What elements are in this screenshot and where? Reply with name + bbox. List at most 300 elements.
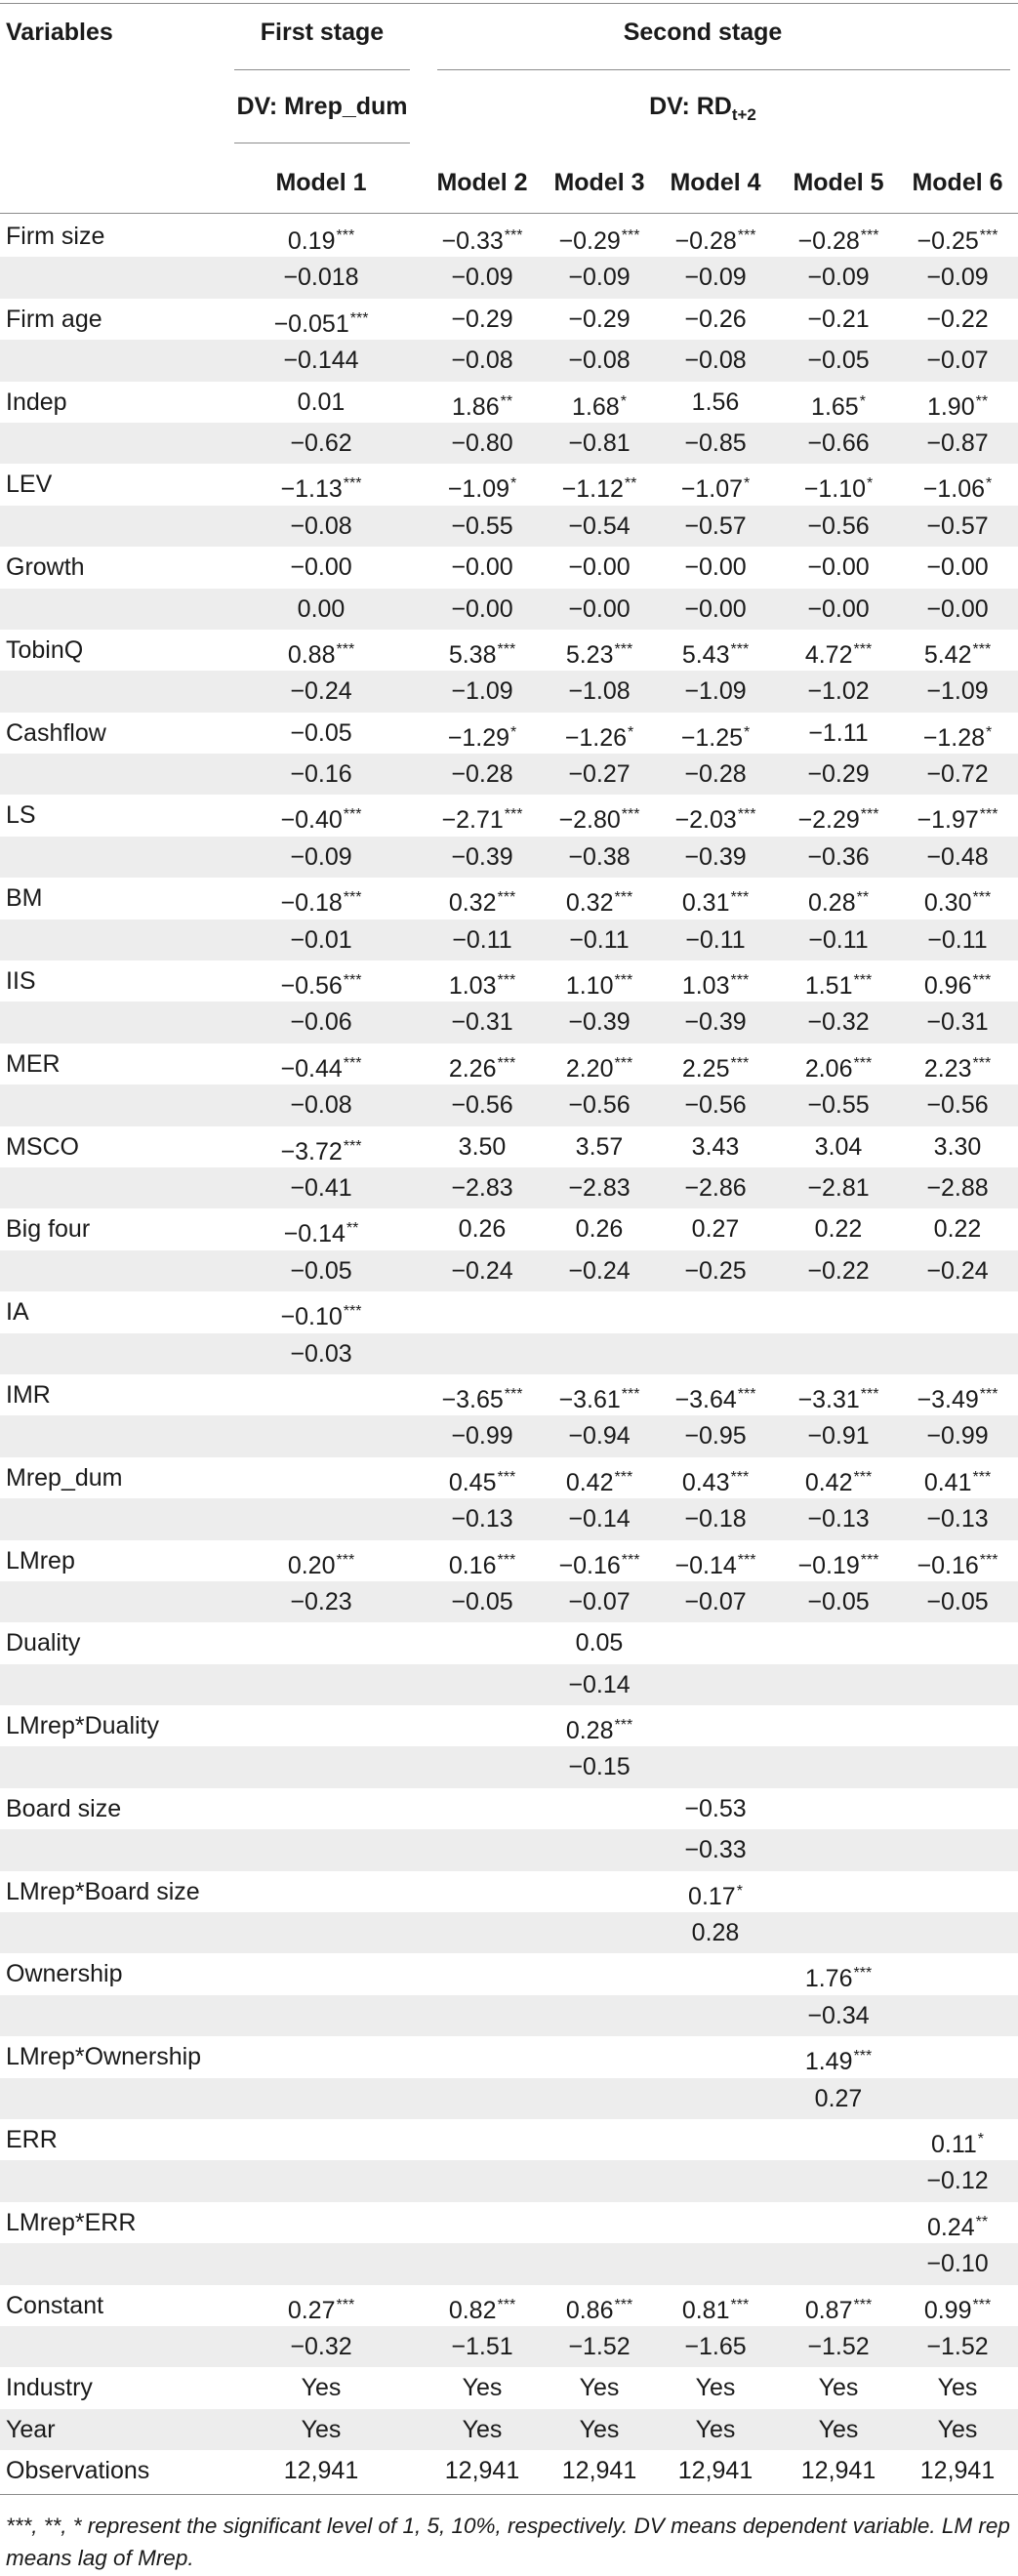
cell-model-2: 0.16*** [448, 1551, 516, 1579]
row-label: LEV [6, 470, 53, 499]
table-row [0, 1664, 1018, 1705]
table-row [0, 1333, 1018, 1374]
cell-model-1: −0.09 [290, 842, 352, 871]
row-label: LMrep [6, 1546, 75, 1574]
cell-model-2: Yes [462, 2374, 503, 2402]
cell-model-6: −1.52 [926, 2332, 989, 2360]
table-row [0, 1043, 1018, 1084]
table-row [0, 1084, 1018, 1125]
cell-model-2: −1.29* [447, 723, 517, 752]
cell-model-4: −0.26 [684, 305, 747, 333]
significance-stars: * [620, 392, 627, 410]
cell-model-6: 0.30*** [923, 889, 992, 918]
cell-model-4: −0.28*** [674, 227, 756, 255]
cell-model-6: 0.11* [930, 2130, 985, 2158]
table-row [0, 464, 1018, 505]
cell-model-5: 0.27 [814, 2084, 863, 2112]
cell-model-3: −0.07 [568, 1587, 631, 1615]
cell-model-6: −0.87 [926, 429, 989, 457]
cell-model-2: 0.26 [458, 1215, 507, 1244]
cell-model-2: −0.13 [451, 1505, 513, 1533]
significance-stars: * [867, 475, 874, 493]
table-row [0, 1581, 1018, 1622]
cell-model-3: 0.05 [575, 1629, 624, 1657]
cell-model-2: −0.33*** [441, 227, 523, 255]
cell-model-6: 0.99*** [923, 2296, 992, 2324]
significance-stars: *** [737, 1551, 756, 1569]
cell-model-3: −0.14 [568, 1505, 631, 1533]
cell-model-5: 1.76*** [804, 1965, 873, 1993]
cell-model-4: 1.03*** [681, 972, 750, 1001]
cell-model-3: −0.81 [568, 429, 631, 457]
cell-model-6: −2.88 [926, 1173, 989, 1202]
cell-model-6: 0.41*** [923, 1468, 992, 1496]
cell-model-5: 0.22 [814, 1215, 863, 1244]
cell-model-5: −0.28*** [797, 227, 879, 255]
table-row [0, 754, 1018, 795]
cell-model-3: −0.29 [568, 305, 631, 333]
cell-model-3: 0.42*** [565, 1468, 633, 1496]
row-label: Mrep_dum [6, 1463, 123, 1492]
cell-model-5: 0.87*** [804, 2296, 873, 2324]
significance-stars: * [986, 475, 993, 493]
cell-model-2: −0.99 [451, 1422, 513, 1451]
first-stage-underline [234, 69, 410, 70]
cell-model-6: −0.16*** [916, 1551, 998, 1579]
row-label: ERR [6, 2125, 58, 2153]
cell-model-6: −1.06* [922, 475, 993, 504]
cell-model-6: 5.42*** [923, 640, 992, 669]
significance-stars: * [744, 723, 751, 741]
cell-model-4: −0.33 [684, 1836, 747, 1864]
cell-model-5: Yes [818, 2415, 859, 2443]
header-model-5: Model 5 [793, 169, 884, 196]
cell-model-6: 3.30 [933, 1132, 982, 1161]
cell-model-5: −0.56 [807, 511, 870, 540]
cell-model-2: −2.71*** [441, 806, 523, 835]
cell-model-1: 0.88*** [287, 640, 355, 669]
cell-model-5: 3.04 [814, 1132, 863, 1161]
table-row [0, 589, 1018, 630]
table-row [0, 1415, 1018, 1456]
significance-stars: * [744, 475, 751, 493]
cell-model-5: −0.36 [807, 842, 870, 871]
cell-model-3: 1.10*** [565, 972, 633, 1001]
cell-model-6: −0.12 [926, 2167, 989, 2195]
cell-model-6: −0.25*** [916, 227, 998, 255]
table-row [0, 1953, 1018, 1994]
significance-stars: * [510, 475, 517, 493]
cell-model-5: −0.13 [807, 1505, 870, 1533]
cell-model-4: −0.85 [684, 429, 747, 457]
table-row [0, 2119, 1018, 2160]
row-label: Year [6, 2415, 56, 2443]
cell-model-1: 0.00 [297, 594, 346, 623]
header-dv-first-stage: DV: Mrep_dum [236, 93, 408, 120]
cell-model-1: −3.72*** [280, 1137, 362, 1165]
header-model-1: Model 1 [275, 169, 367, 196]
table-row [0, 506, 1018, 547]
cell-model-1: 0.27*** [287, 2296, 355, 2324]
cell-model-2: 0.82*** [448, 2296, 516, 2324]
table-row [0, 547, 1018, 588]
cell-model-5: −0.19*** [797, 1551, 879, 1579]
row-label: Indep [6, 388, 67, 416]
cell-model-6: −1.97*** [916, 806, 998, 835]
header-model-6: Model 6 [912, 169, 1003, 196]
cell-model-6: −3.49*** [916, 1385, 998, 1413]
significance-stars: *** [621, 1385, 640, 1403]
cell-model-6: −0.48 [926, 842, 989, 871]
significance-stars: *** [972, 2296, 992, 2313]
significance-stars: ** [975, 392, 989, 410]
significance-stars: *** [343, 972, 362, 990]
cell-model-6: −0.99 [926, 1422, 989, 1451]
table-row [0, 1291, 1018, 1332]
cell-model-6: −1.09 [926, 677, 989, 706]
cell-model-5: −0.34 [807, 2001, 870, 2029]
cell-model-3: −1.12** [561, 475, 637, 504]
cell-model-5: 0.28** [807, 889, 870, 918]
cell-model-5: −0.32 [807, 1008, 870, 1037]
significance-stars: ** [624, 475, 637, 493]
cell-model-4: −1.07* [680, 475, 751, 504]
significance-stars: *** [621, 806, 640, 824]
cell-model-3: 0.28*** [565, 1717, 633, 1745]
cell-model-1: −0.18*** [280, 889, 362, 918]
table-row [0, 1995, 1018, 2036]
cell-model-6: 12,941 [919, 2457, 996, 2485]
table-row [0, 1126, 1018, 1167]
cell-model-4: −0.39 [684, 1008, 747, 1037]
cell-model-2: −1.51 [451, 2332, 513, 2360]
cell-model-1: −0.56*** [280, 972, 362, 1001]
cell-model-4: 3.43 [691, 1132, 740, 1161]
cell-model-1: −0.06 [290, 1008, 352, 1037]
cell-model-3: Yes [579, 2374, 620, 2402]
significance-stars: *** [737, 806, 756, 824]
significance-stars: *** [621, 227, 640, 244]
cell-model-2: 1.03*** [448, 972, 516, 1001]
table-row [0, 1746, 1018, 1787]
table-row [0, 2160, 1018, 2201]
cell-model-3: −1.26* [564, 723, 634, 752]
table-row [0, 1374, 1018, 1415]
table-row [0, 630, 1018, 671]
cell-model-3: −0.24 [568, 1256, 631, 1285]
cell-model-4: −2.86 [684, 1173, 747, 1202]
row-label: LMrep*ERR [6, 2208, 137, 2236]
row-label: Board size [6, 1794, 122, 1822]
significance-stars: ** [346, 1220, 359, 1238]
cell-model-6: −0.09 [926, 264, 989, 292]
cell-model-4: 1.56 [691, 388, 740, 416]
table-row [0, 671, 1018, 712]
significance-stars: *** [614, 2296, 633, 2313]
significance-stars: *** [730, 972, 750, 990]
cell-model-2: −3.65*** [441, 1385, 523, 1413]
cell-model-6: −0.00 [926, 553, 989, 582]
cell-model-1: −0.10*** [280, 1303, 362, 1331]
row-label: MSCO [6, 1132, 79, 1161]
cell-model-3: 1.68* [572, 392, 627, 421]
cell-model-1: −0.32 [290, 2332, 352, 2360]
row-label: Industry [6, 2374, 93, 2402]
significance-stars: *** [336, 640, 355, 658]
significance-stars: *** [497, 1468, 516, 1486]
header-dv-second-stage-subscript: t+2 [731, 105, 756, 124]
table-row [0, 257, 1018, 298]
table-row [0, 961, 1018, 1002]
cell-model-4: −0.18 [684, 1505, 747, 1533]
cell-model-1: −0.62 [290, 429, 352, 457]
significance-stars: *** [497, 889, 516, 907]
cell-model-5: 2.06*** [804, 1054, 873, 1083]
significance-stars: *** [972, 1468, 992, 1486]
significance-stars: *** [730, 2296, 750, 2313]
row-label: MER [6, 1049, 61, 1078]
row-label: BM [6, 884, 43, 913]
cell-model-2: 3.50 [458, 1132, 507, 1161]
significance-stars: *** [972, 972, 992, 990]
significance-stars: *** [972, 889, 992, 907]
significance-stars: *** [853, 1054, 873, 1072]
header-first-stage: First stage [260, 19, 385, 46]
cell-model-3: −0.15 [568, 1753, 631, 1781]
cell-model-6: Yes [937, 2415, 978, 2443]
cell-model-3: 2.20*** [565, 1054, 633, 1083]
cell-model-3: −0.14 [568, 1670, 631, 1698]
significance-stars: *** [860, 1551, 879, 1569]
header-second-stage: Second stage [623, 19, 783, 46]
cell-model-5: −1.52 [807, 2332, 870, 2360]
cell-model-2: −0.55 [451, 511, 513, 540]
significance-stars: ** [975, 2213, 989, 2230]
cell-model-4: 0.27 [691, 1215, 740, 1244]
cell-model-1: −0.00 [290, 553, 352, 582]
cell-model-4: 0.17* [688, 1882, 743, 1910]
cell-model-2: −0.00 [451, 553, 513, 582]
significance-stars: *** [336, 2296, 355, 2313]
significance-stars: *** [614, 1054, 633, 1072]
cell-model-6: −0.07 [926, 347, 989, 375]
cell-model-3: 0.86*** [565, 2296, 633, 2324]
table-row [0, 1705, 1018, 1746]
significance-stars: *** [614, 972, 633, 990]
table-row [0, 2326, 1018, 2367]
significance-stars: *** [497, 972, 516, 990]
cell-model-5: −0.22 [807, 1256, 870, 1285]
cell-model-2: 12,941 [444, 2457, 520, 2485]
cell-model-4: −0.08 [684, 347, 747, 375]
cell-model-5: −0.91 [807, 1422, 870, 1451]
cell-model-2: −0.24 [451, 1256, 513, 1285]
cell-model-6: 2.23*** [923, 1054, 992, 1083]
significance-stars: *** [614, 889, 633, 907]
significance-stars: *** [621, 1551, 640, 1569]
significance-stars: *** [730, 1468, 750, 1486]
significance-stars: *** [497, 2296, 516, 2313]
significance-stars: *** [860, 806, 879, 824]
cell-model-3: −0.27 [568, 760, 631, 789]
cell-model-3: −1.08 [568, 677, 631, 706]
cell-model-1: −0.08 [290, 1091, 352, 1120]
cell-model-1: −0.40*** [280, 806, 362, 835]
table-row [0, 878, 1018, 919]
table-row [0, 2036, 1018, 2077]
cell-model-5: −0.09 [807, 264, 870, 292]
cell-model-5: −3.31*** [797, 1385, 879, 1413]
cell-model-6: −0.22 [926, 305, 989, 333]
cell-model-2: −0.28 [451, 760, 513, 789]
cell-model-4: −0.53 [684, 1794, 747, 1822]
row-label: Cashflow [6, 718, 106, 747]
regression-table-body [0, 216, 1018, 2491]
cell-model-2: −0.56 [451, 1091, 513, 1120]
cell-model-5: −0.05 [807, 1587, 870, 1615]
significance-stars: *** [972, 1054, 992, 1072]
cell-model-2: −0.00 [451, 594, 513, 623]
table-row [0, 920, 1018, 961]
header-dv-second-stage-main: DV: RD [649, 93, 732, 120]
cell-model-4: −1.09 [684, 677, 747, 706]
row-label: Duality [6, 1629, 81, 1657]
significance-stars: ** [856, 889, 870, 907]
row-label: Observations [6, 2457, 150, 2485]
cell-model-5: −2.29*** [797, 806, 879, 835]
significance-stars: * [510, 723, 517, 741]
cell-model-1: Yes [301, 2415, 342, 2443]
significance-stars: *** [343, 806, 362, 824]
header-model-4: Model 4 [670, 169, 761, 196]
cell-model-6: −0.72 [926, 760, 989, 789]
table-row [0, 299, 1018, 340]
cell-model-6: −0.24 [926, 1256, 989, 1285]
table-row [0, 2450, 1018, 2491]
cell-model-6: Yes [937, 2374, 978, 2402]
cell-model-4: 0.43*** [681, 1468, 750, 1496]
significance-stars: *** [979, 806, 998, 824]
cell-model-2: 1.86** [451, 392, 513, 421]
row-label: Big four [6, 1215, 91, 1244]
cell-model-3: 12,941 [561, 2457, 637, 2485]
cell-model-5: −0.29 [807, 760, 870, 789]
cell-model-1: −0.05 [290, 718, 352, 747]
cell-model-3: 3.57 [575, 1132, 624, 1161]
significance-stars: *** [504, 806, 523, 824]
cell-model-4: −2.03*** [674, 806, 756, 835]
row-label: Firm size [6, 223, 105, 250]
significance-stars: *** [504, 227, 523, 244]
cell-model-2: −1.09 [451, 677, 513, 706]
row-label: IIS [6, 967, 36, 996]
cell-model-5: −0.11 [808, 925, 869, 954]
cell-model-4: Yes [695, 2415, 736, 2443]
cell-model-6: 1.90** [926, 392, 989, 421]
cell-model-5: −0.66 [807, 429, 870, 457]
cell-model-4: Yes [695, 2374, 736, 2402]
cell-model-4: −0.57 [684, 511, 747, 540]
table-row [0, 1208, 1018, 1249]
cell-model-3: −0.11 [569, 925, 630, 954]
cell-model-4: −0.07 [684, 1587, 747, 1615]
cell-model-3: −0.94 [568, 1422, 631, 1451]
significance-stars: *** [853, 2296, 873, 2313]
cell-model-2: −0.80 [451, 429, 513, 457]
significance-stars: *** [737, 227, 756, 244]
significance-stars: *** [979, 227, 998, 244]
cell-model-3: −0.16*** [558, 1551, 640, 1579]
table-row [0, 2243, 1018, 2284]
cell-model-4: −0.39 [684, 842, 747, 871]
cell-model-5: 12,941 [800, 2457, 876, 2485]
cell-model-4: −0.14*** [674, 1551, 756, 1579]
cell-model-4: −0.09 [684, 264, 747, 292]
significance-stars: *** [504, 1385, 523, 1403]
cell-model-1: Yes [301, 2374, 342, 2402]
significance-stars: *** [737, 1385, 756, 1403]
cell-model-5: −0.21 [807, 305, 870, 333]
significance-stars: *** [497, 1054, 516, 1072]
cell-model-5: −1.11 [808, 718, 869, 747]
cell-model-5: −0.00 [807, 594, 870, 623]
row-label: IA [6, 1298, 29, 1327]
significance-stars: *** [730, 1054, 750, 1072]
significance-stars: *** [730, 640, 750, 658]
cell-model-1: −0.08 [290, 511, 352, 540]
cell-model-4: −0.28 [684, 760, 747, 789]
cell-model-1: −0.03 [290, 1339, 352, 1368]
cell-model-5: 4.72*** [804, 640, 873, 669]
significance-stars: *** [497, 1551, 516, 1569]
cell-model-5: −1.02 [807, 677, 870, 706]
cell-model-1: −0.144 [283, 347, 359, 375]
cell-model-4: −0.11 [685, 925, 746, 954]
significance-stars: * [736, 1882, 743, 1900]
cell-model-6: −0.57 [926, 511, 989, 540]
cell-model-3: −0.39 [568, 1008, 631, 1037]
significance-stars: * [977, 2130, 985, 2147]
table-row [0, 2202, 1018, 2243]
cell-model-2: Yes [462, 2415, 503, 2443]
cell-model-3: −0.54 [568, 511, 631, 540]
cell-model-4: −1.65 [684, 2332, 747, 2360]
cell-model-5: −0.05 [807, 347, 870, 375]
cell-model-2: 0.45*** [448, 1468, 516, 1496]
table-row [0, 2409, 1018, 2450]
cell-model-1: −1.13*** [280, 475, 362, 504]
cell-model-5: 1.49*** [804, 2048, 873, 2076]
cell-model-1: −0.16 [290, 760, 352, 789]
cell-model-1: −0.14** [283, 1220, 359, 1248]
significance-stars: *** [343, 1054, 362, 1072]
table-row [0, 2078, 1018, 2119]
cell-model-6: −0.05 [926, 1587, 989, 1615]
cell-model-3: 0.32*** [565, 889, 633, 918]
significance-stars: *** [614, 640, 633, 658]
cell-model-2: −2.83 [451, 1173, 513, 1202]
cell-model-3: −0.00 [568, 594, 631, 623]
significance-stars: *** [979, 1551, 998, 1569]
cell-model-4: −3.64*** [674, 1385, 756, 1413]
table-row [0, 1498, 1018, 1539]
cell-model-1: −0.018 [283, 264, 359, 292]
cell-model-5: −2.81 [807, 1173, 870, 1202]
cell-model-5: 1.51*** [804, 972, 873, 1001]
table-row [0, 1622, 1018, 1663]
row-label: Constant [6, 2291, 104, 2319]
table-row [0, 216, 1018, 257]
